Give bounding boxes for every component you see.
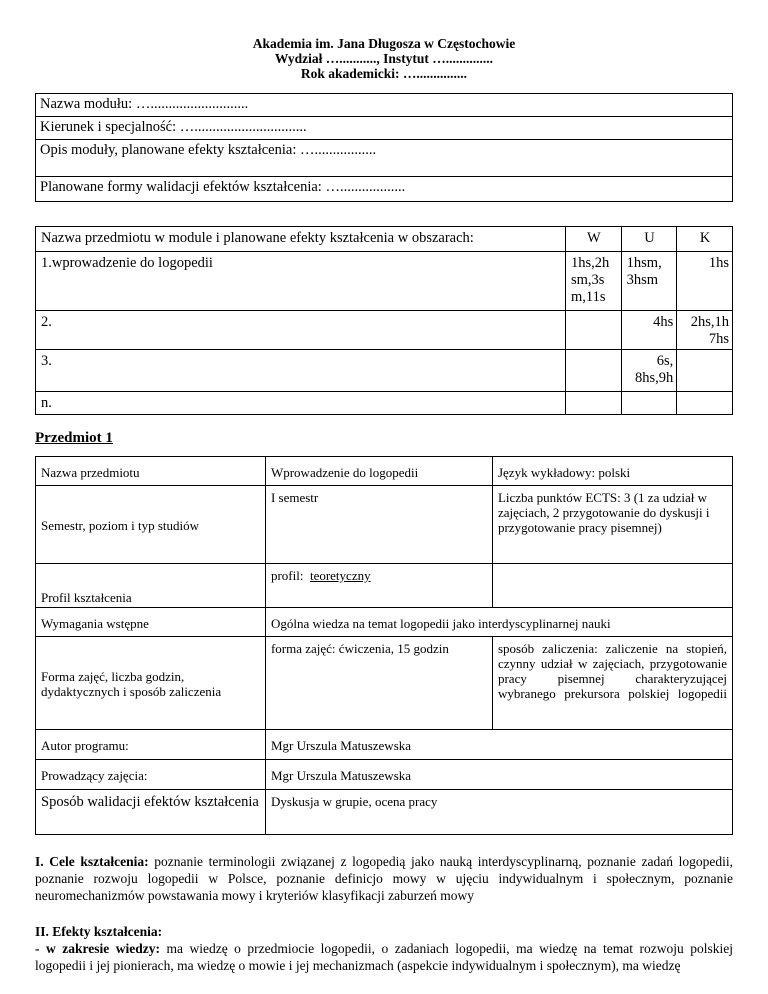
course-details-table	[35, 456, 733, 835]
subject-u: 6s, 8hs,9h	[621, 350, 677, 392]
form-value: forma zajęć: ćwiczenia, 15 godzin	[265, 637, 492, 730]
table-row	[36, 350, 733, 392]
effects-label: II. Efekty kształcenia:	[35, 924, 163, 939]
effects-paragraph	[35, 923, 733, 974]
knowledge-text: ma wiedzę o przedmiocie logopedii, o zadaniach logopedii, ma wiedzę na temat rozwoju polskiej logopedii i jej pionierach, ma wiedzę o mowie i jej mechanizmach (aspekcie indywidualnym i społecznym), ma wiedzę	[35, 941, 733, 973]
table-row	[36, 392, 733, 415]
col-k-head: K	[677, 227, 733, 252]
course-name-label: Nazwa przedmiotu	[36, 457, 266, 486]
university-name: Akademia im. Jana Długosza w Częstochowie	[252, 36, 516, 51]
profile-empty	[492, 564, 732, 608]
subject-u	[621, 392, 677, 415]
credit-value: sposób zaliczenia: zaliczenie na stopień, czynny udział w zajęciach, przygotowanie pracy pisemnej charakteryzującej wybranego prekursora polskiej logopedii	[492, 637, 732, 730]
profile-value	[265, 564, 492, 608]
semester-value: I semestr	[265, 486, 492, 564]
profile-label: Profil kształcenia	[36, 564, 266, 608]
subject-name: 1.wprowadzenie do logopedii	[36, 252, 566, 311]
subject-name: 2.	[36, 311, 566, 350]
profile-type: teoretyczny	[309, 568, 371, 583]
course-name-value: Wprowadzenie do logopedii	[265, 457, 492, 486]
teacher-value: Mgr Urszula Matuszewska	[265, 760, 732, 790]
subject-k: 2hs,1h 7hs	[677, 311, 733, 350]
subject-w	[565, 350, 621, 392]
table-row	[36, 311, 733, 350]
ects-value: Liczba punktów ECTS: 3 (1 za udział w zajęciach, 2 przygotowanie do dyskusji i przygotowanie pracy pisemnej)	[492, 486, 732, 564]
document-header	[0, 36, 768, 81]
subject-k	[677, 350, 733, 392]
knowledge-label: - w zakresie wiedzy:	[35, 941, 160, 956]
field-specialty-field: Kierunek i specjalność: …...............................	[36, 117, 733, 140]
subject-w	[565, 392, 621, 415]
requirements-value: Ogólna wiedza na temat logopedii jako interdyscyplinarnej nauki	[265, 608, 732, 637]
goals-label: I. Cele kształcenia:	[35, 854, 149, 869]
validation-value: Dyskusja w grupie, ocena pracy	[265, 790, 732, 835]
subject-u: 1hsm, 3hsm	[621, 252, 677, 311]
faculty-line: Wydział …..........., Instytut …..............	[274, 51, 494, 66]
semester-label: Semestr, poziom i typ studiów	[36, 486, 266, 564]
subject-k: 1hs	[677, 252, 733, 311]
goals-paragraph	[35, 853, 733, 904]
author-label: Autor programu:	[36, 730, 266, 760]
author-value: Mgr Urszula Matuszewska	[265, 730, 732, 760]
module-table	[35, 93, 733, 202]
teacher-label: Prowadzący zajęcia:	[36, 760, 266, 790]
section-title: Przedmiot 1	[35, 430, 113, 446]
table-row	[36, 252, 733, 311]
subject-name: n.	[36, 392, 566, 415]
module-description-field: Opis moduły, planowane efekty kształcenia: ….................	[36, 140, 733, 177]
validation-label: Sposób walidacji efektów kształcenia	[36, 790, 266, 835]
subject-k	[677, 392, 733, 415]
requirements-label: Wymagania wstępne	[36, 608, 266, 637]
subject-u: 4hs	[621, 311, 677, 350]
col-u-head: U	[621, 227, 677, 252]
form-label: Forma zajęć, liczba godzin, dydaktycznych i sposób zaliczenia	[36, 637, 266, 730]
academic-year: Rok akademicki: …...............	[300, 66, 468, 81]
subject-name: 3.	[36, 350, 566, 392]
subject-w: 1hs,2h sm,3s m,11s	[565, 252, 621, 311]
language-value: Język wykładowy: polski	[492, 457, 732, 486]
subjects-head: Nazwa przedmiotu w module i planowane efekty kształcenia w obszarach:	[36, 227, 566, 252]
profile-prefix: profil:	[270, 568, 304, 583]
subjects-table	[35, 226, 733, 415]
col-w-head: W	[565, 227, 621, 252]
validation-forms-field: Planowane formy walidacji efektów kształcenia: …..................	[36, 177, 733, 202]
goals-text: poznanie terminologii związanej z logopedią jako nauką interdyscyplinarną, poznanie zadań logopedii, poznanie rozwoju logopedii w Polsce, poznanie definicjo mowy w ujęciu indywidualnym i społecznym, poznanie neuromechanizmów powstawania mowy i kryteriów klasyfikacji zaburzeń mowy	[35, 854, 734, 903]
module-name-field: Nazwa modułu: …...........................	[36, 94, 733, 117]
subject-w	[565, 311, 621, 350]
